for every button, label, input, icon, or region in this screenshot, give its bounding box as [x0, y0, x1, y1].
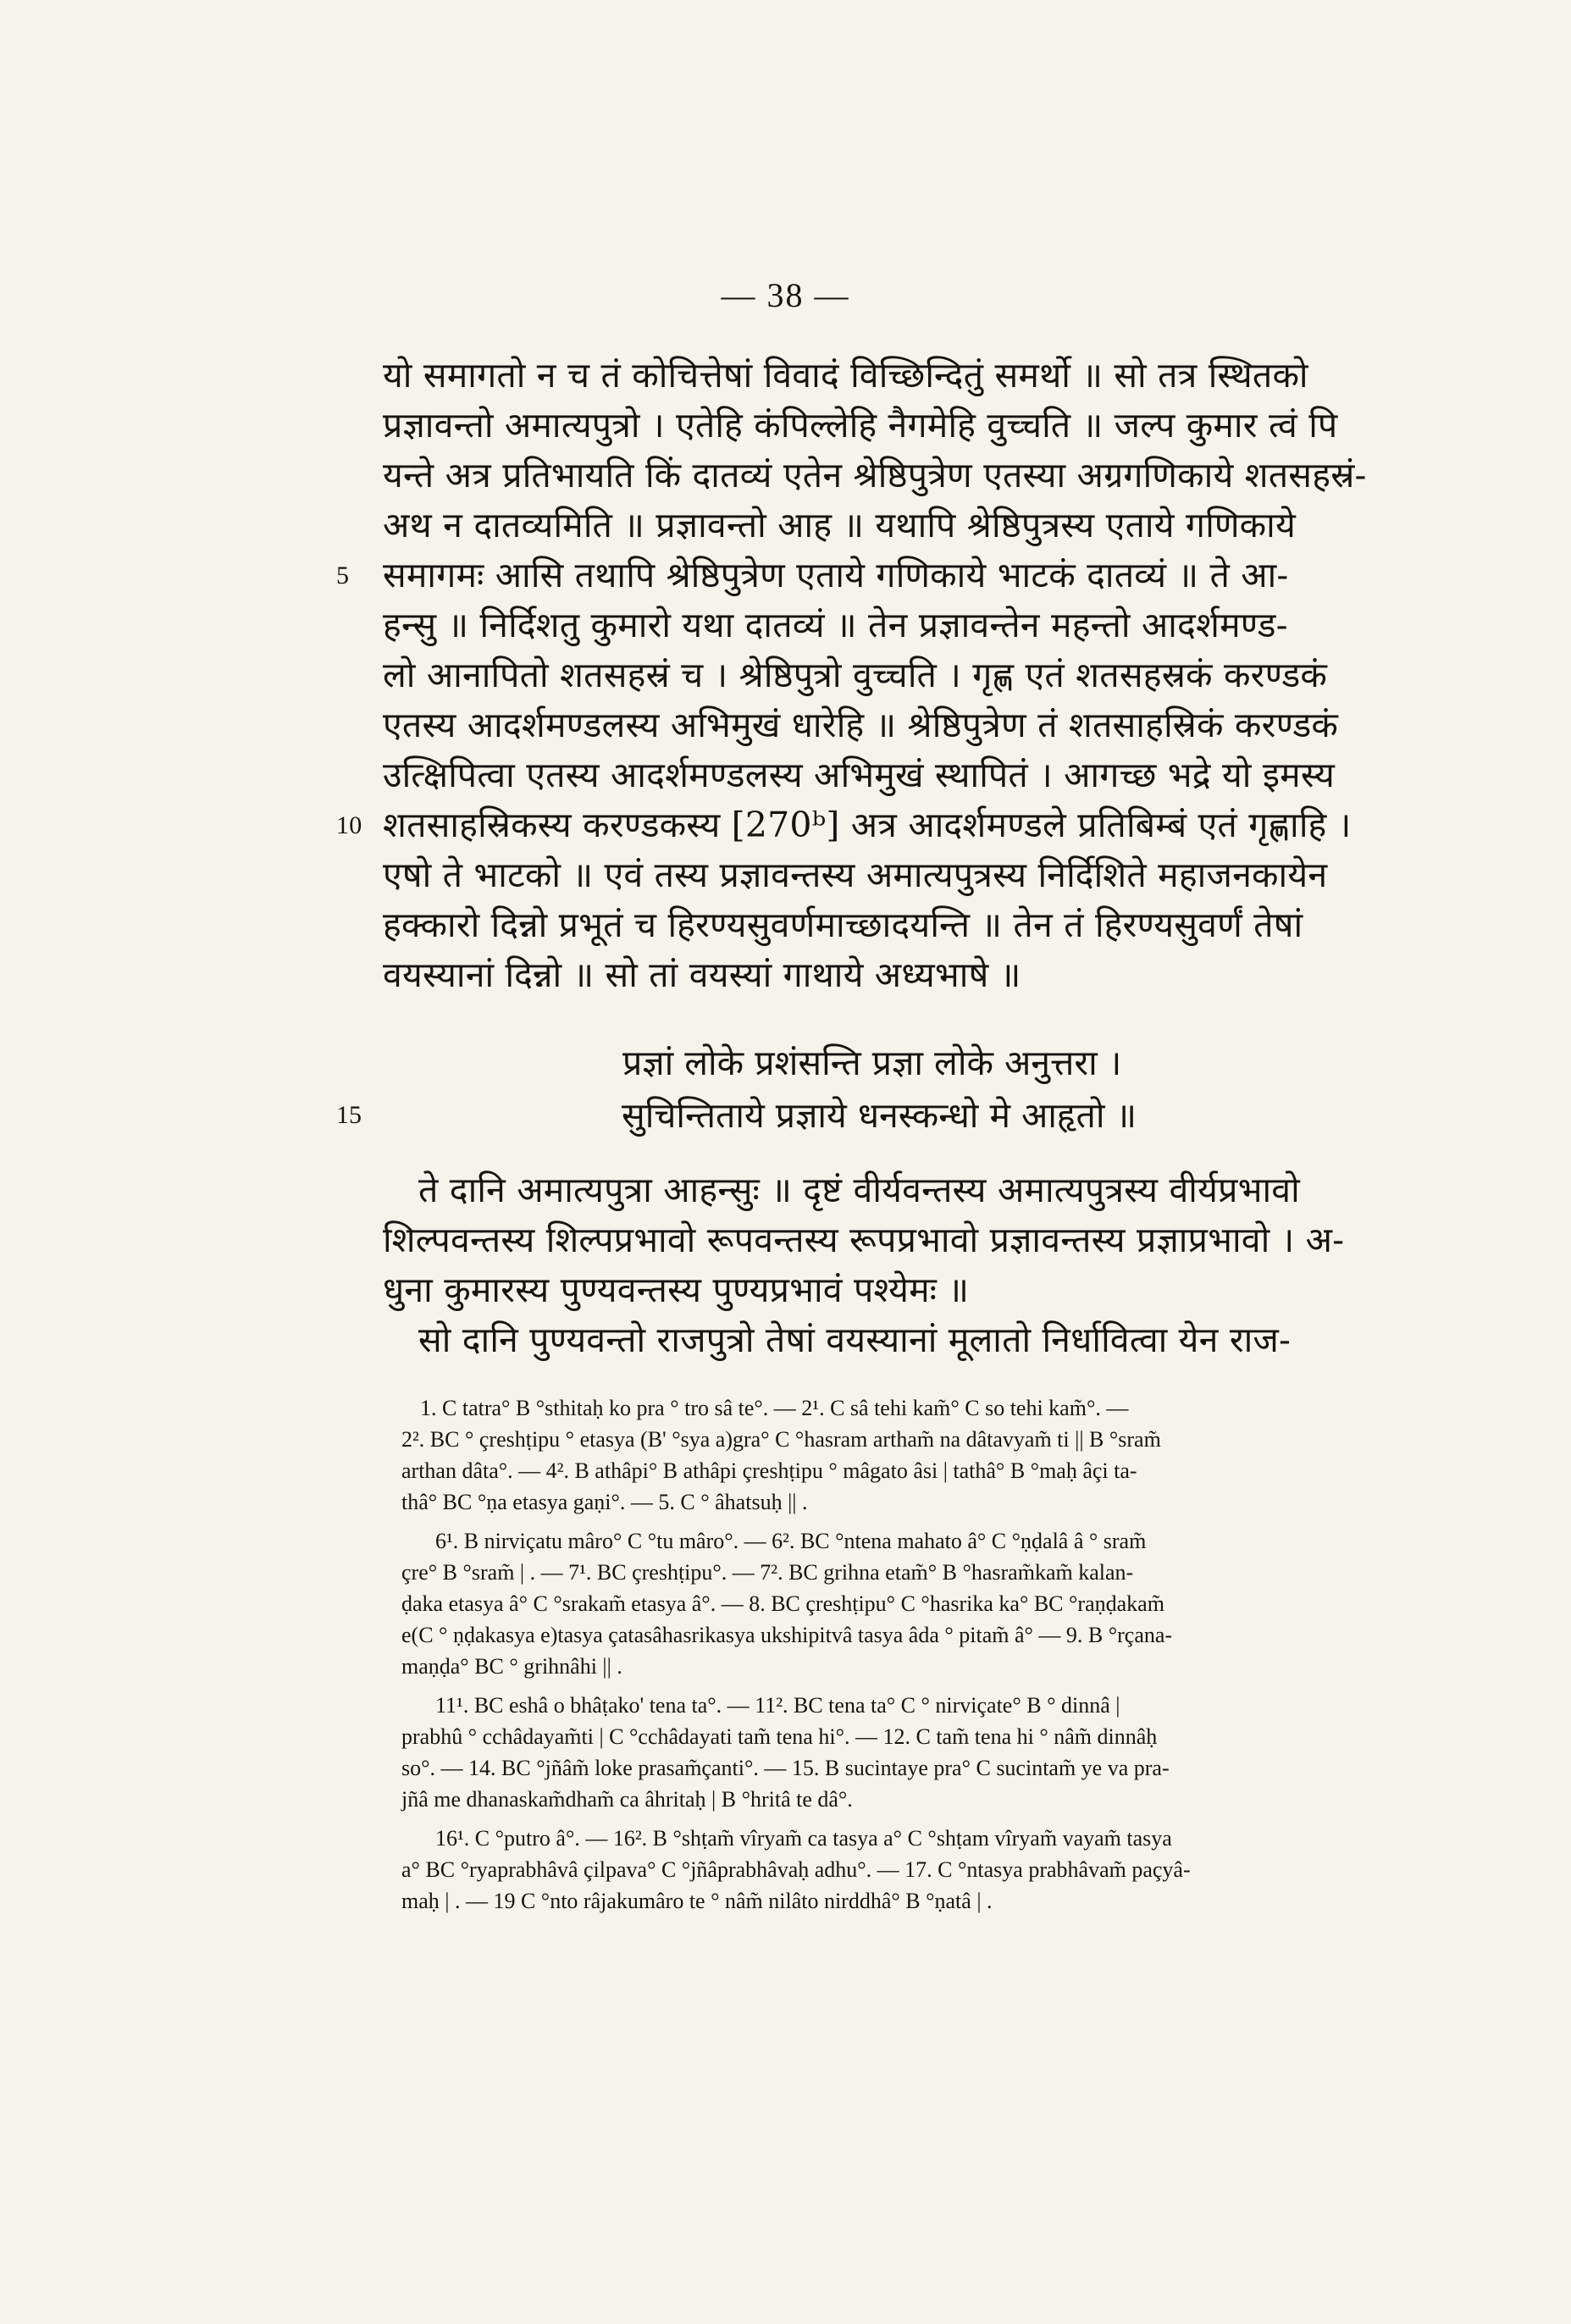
text-line	[383, 950, 1475, 1000]
line-number: 15	[336, 1101, 362, 1129]
text-line	[383, 1165, 1475, 1215]
footnote-line: jñâ me dhanaskam̃dham̃ ca âhritaḥ | B °hritâ te dâ°.	[401, 1787, 853, 1812]
line-text: समागमः आसि तथापि श्रेष्ठिपुत्रेण एताये गणिकाये भाटकं दातव्यं ॥ ते आ-	[383, 555, 1289, 595]
line-text: यन्ते अत्र प्रतिभायति किं दातव्यं एतेन श्रेष्ठिपुत्रेण एतस्या अग्रगणिकाये शतसहस्रं-	[383, 455, 1367, 495]
footnotes	[401, 1392, 1477, 1924]
verse-text: सुचिन्तिताये प्रज्ञाये धनस्कन्धो मे आहृतो ॥	[622, 1095, 1137, 1136]
footnote-line: maḥ | . — 19 C °nto râjakumâro te ° nâm̃ nilâto nirddhâ° B °ṇatâ | .	[401, 1889, 993, 1913]
line-text: यो समागतो न च तं कोचित्तेषां विवादं विच्छिन्दितुं समर्थो ॥ सो तत्र स्थितको	[383, 355, 1308, 396]
footnote-line: arthan dâta°. — 4². B athâpi° B athâpi çreshṭipu ° mâgato âsi | tathâ° B °maḥ âçi ta-	[401, 1458, 1137, 1483]
text-line	[383, 600, 1475, 650]
text-line	[383, 650, 1475, 700]
footnote-line: e(C ° ṇḍakasya e)tasya çatasâhasrikasya ukshipitvâ tasya âda ° pitam̃ â° — 9. B °rçana-	[401, 1623, 1173, 1647]
text-line	[383, 850, 1475, 900]
text-line	[336, 800, 1475, 850]
footnote-line: 16¹. C °putro â°. — 16². B °shṭam̃ vîryam̃ ca tasya a° C °shṭam vîryam̃ vayam̃ tasya	[435, 1826, 1172, 1851]
line-text: एतस्य आदर्शमण्डलस्य अभिमुखं धारेहि ॥ श्रेष्ठिपुत्रेण तं शतसाहस्रिकं करण्डकं	[383, 705, 1339, 745]
verse	[336, 1037, 1475, 1142]
footnote-line: 1. C tatra° B °sthitaḥ ko pra ° tro sâ te°. — 2¹. C sâ tehi kam̃° C so tehi kam̃°. —	[420, 1396, 1129, 1420]
line-number: 10	[336, 811, 362, 839]
text-line	[383, 700, 1475, 750]
footnote-line: 6¹. B nirviçatu mâro° C °tu mâro°. — 6². BC °ntena mahato â° C °ṇḍalâ â ° sram̃	[435, 1529, 1147, 1553]
footnote-line: prabhû ° cchâdayam̃ti | C °cchâdayati tam̃ tena hi°. — 12. C tam̃ tena hi ° nâm̃ dinnâḥ	[401, 1724, 1158, 1749]
footnote-line: so°. — 14. BC °jñâm̃ loke prasam̃çanti°. — 15. B sucintaye pra° C sucintam̃ ye va pra-	[401, 1756, 1170, 1780]
footnote-line: maṇḍa° BC ° grihnâhi || .	[401, 1654, 622, 1679]
footnote-line: 2². BC ° çreshṭipu ° etasya (B' °sya a)gra° C °hasram artham̃ na dâtavyam̃ ti || B °sram̃	[401, 1427, 1161, 1452]
text-line	[383, 1215, 1475, 1265]
line-text: शतसाहस्रिकस्य करण्डकस्य [270ᵇ] अत्र आदर्शमण्डले प्रतिबिम्बं एतं गृह्णाहि ।	[383, 805, 1352, 845]
line-text: लो आनापितो शतसहस्रं च । श्रेष्ठिपुत्रो वुच्चति । गृह्ण एतं शतसहस्रकं करण्डकं	[383, 655, 1328, 695]
verse-text: प्रज्ञां लोके प्रशंसन्ति प्रज्ञा लोके अनुत्तरा ।	[622, 1043, 1122, 1083]
footnote-line: 11¹. BC eshâ o bhâṭako' tena ta°. — 11². BC tena ta° C ° nirviçate° B ° dinnâ |	[435, 1693, 1120, 1718]
line-text: प्रज्ञावन्तो अमात्यपुत्रो । एतेहि कंपिल्लेहि नैगमेहि वुच्चति ॥ जल्प कुमार त्वं पि	[383, 405, 1338, 445]
footnote-line: çre° B °sram̃ | . — 7¹. BC çreshṭipu°. — 7². BC grihna etam̃° B °hasram̃kam̃ kalan-	[401, 1560, 1134, 1585]
footnote-line: thâ° BC °ṇa etasya gaṇi°. — 5. C ° âhatsuḥ || .	[401, 1490, 808, 1514]
verse-line	[383, 1037, 1475, 1089]
line-text: सो दानि पुण्यवन्तो राजपुत्रो तेषां वयस्यानां मूलातो निर्धावित्वा येन राज-	[418, 1320, 1292, 1360]
text-line	[383, 1265, 1475, 1315]
prose-bottom	[383, 1165, 1475, 1365]
line-text: उत्क्षिपित्वा एतस्य आदर्शमण्डलस्य अभिमुखं स्थापितं । आगच्छ भद्रे यो इमस्य	[383, 755, 1336, 795]
line-text: हक्कारो दिन्नो प्रभूतं च हिरण्यसुवर्णमाच्छादयन्ति ॥ तेन तं हिरण्यसुवर्णं तेषां	[383, 905, 1303, 945]
line-text: धुना कुमारस्य पुण्यवन्तस्य पुण्यप्रभावं पश्येमः ॥	[383, 1270, 970, 1310]
text-line	[383, 451, 1475, 501]
line-number: 5	[336, 562, 350, 589]
text-line	[383, 900, 1475, 950]
text-line	[383, 401, 1475, 451]
text-line	[383, 1315, 1475, 1365]
line-text: अथ न दातव्यमिति ॥ प्रज्ञावन्तो आह ॥ यथापि श्रेष्ठिपुत्रस्य एताये गणिकाये	[383, 505, 1296, 545]
footnote-line: a° BC °ryaprabhâvâ çilpava° C °jñâprabhâvaḥ adhu°. — 17. C °ntasya prabhâvam̃ paçyâ-	[401, 1857, 1191, 1882]
footnote-block	[401, 1823, 1477, 1917]
footnote-block	[401, 1525, 1477, 1682]
text-line	[336, 551, 1475, 600]
verse-line	[336, 1089, 1475, 1142]
footnote-block	[401, 1690, 1477, 1815]
text-line	[383, 351, 1475, 401]
line-text: ते दानि अमात्यपुत्रा आहन्सुः ॥ दृष्टं वीर्यवन्तस्य अमात्यपुत्रस्य वीर्यप्रभावो	[418, 1170, 1300, 1210]
page-number: — 38 —	[721, 276, 850, 314]
prose-top	[336, 351, 1475, 1000]
line-text: हन्सु ॥ निर्दिशतु कुमारो यथा दातव्यं ॥ तेन प्रज्ञावन्तेन महन्तो आदर्शमण्ड-	[383, 605, 1288, 645]
line-text: शिल्पवन्तस्य शिल्पप्रभावो रूपवन्तस्य रूपप्रभावो प्रज्ञावन्तस्य प्रज्ञाप्रभावो । अ-	[383, 1220, 1345, 1260]
text-line	[383, 501, 1475, 551]
footnote-block	[401, 1392, 1477, 1518]
line-text: वयस्यानां दिन्नो ॥ सो तां वयस्यां गाथाये अध्यभाषे ॥	[383, 955, 1021, 995]
footnote-line: ḍaka etasya â° C °srakam̃ etasya â°. — 8. BC çreshṭipu° C °hasrika ka° BC °raṇḍakam̃	[401, 1591, 1164, 1616]
line-text: एषो ते भाटको ॥ एवं तस्य प्रज्ञावन्तस्य अमात्यपुत्रस्य निर्दिशिते महाजनकायेन	[383, 855, 1328, 895]
text-line	[383, 750, 1475, 800]
